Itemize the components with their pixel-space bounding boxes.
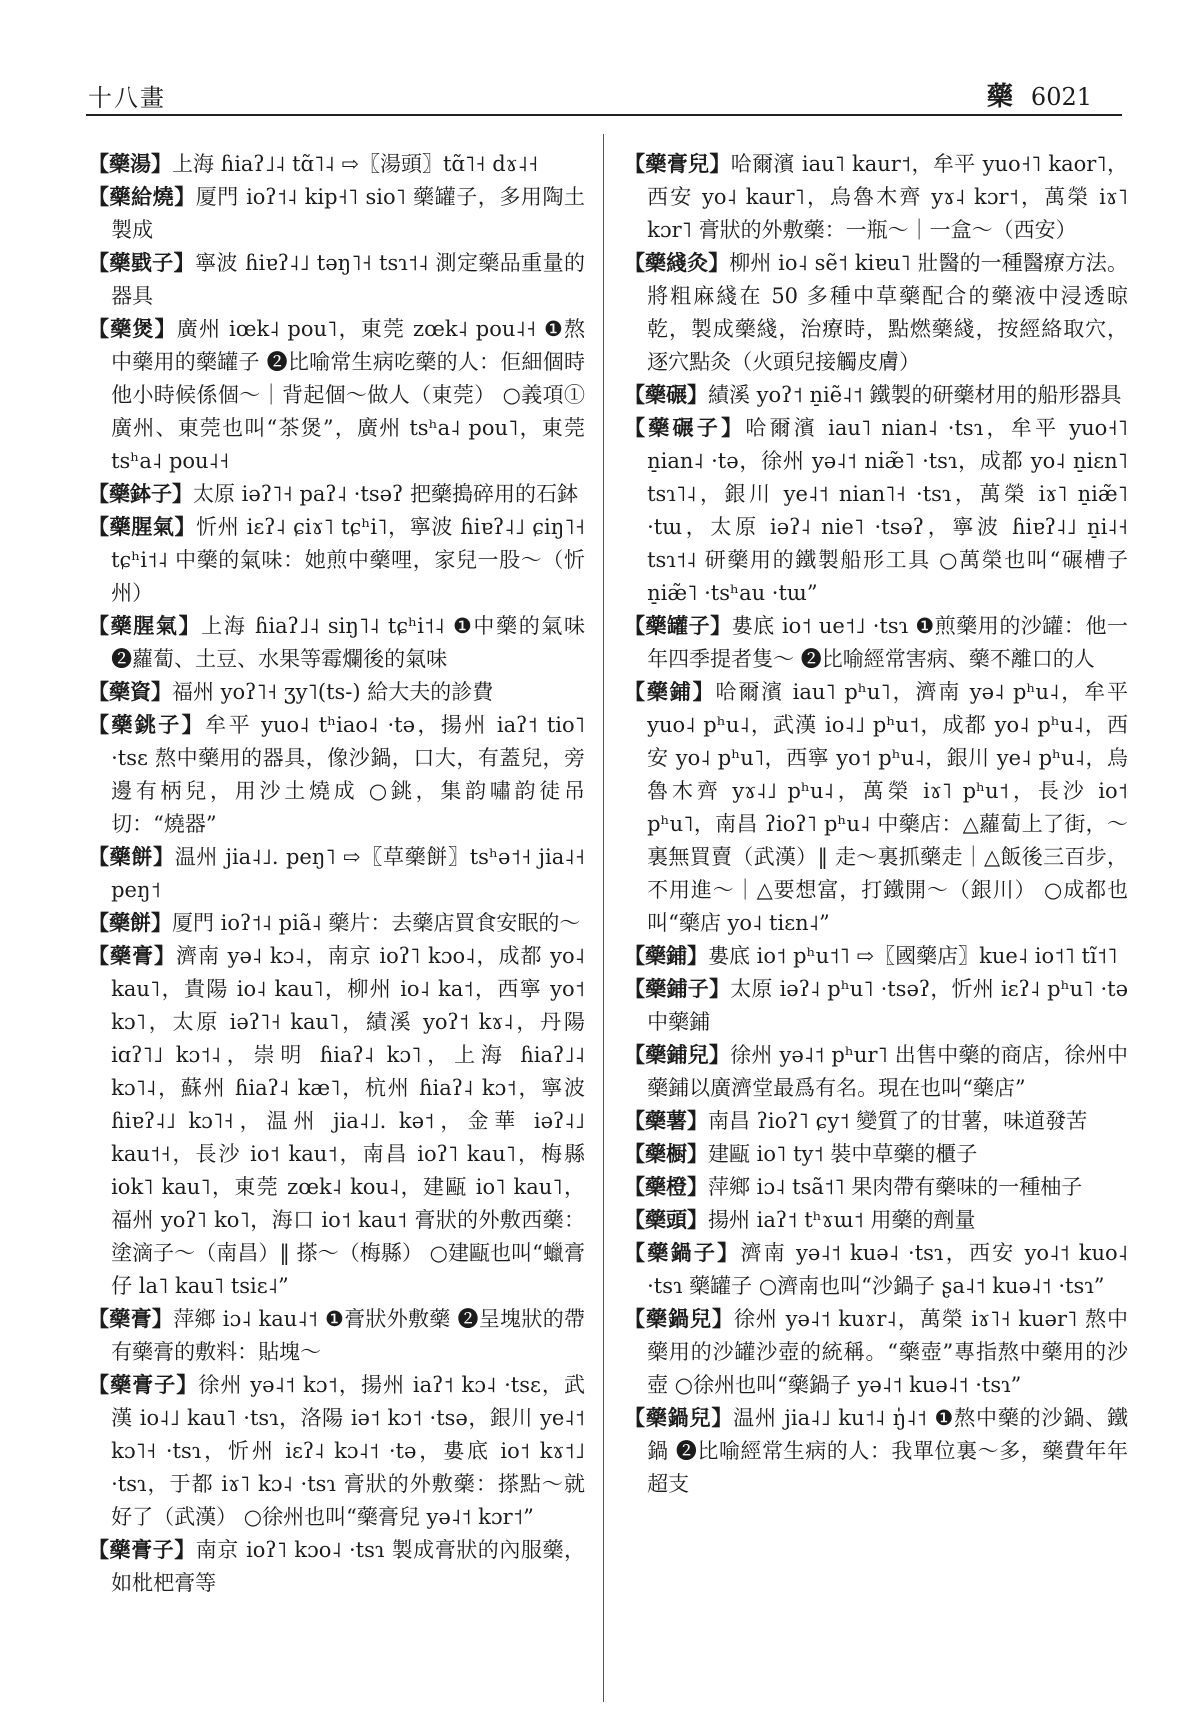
entry-headword: 【藥罐子】 [624,614,732,638]
dictionary-entry [88,610,585,676]
dictionary-entry [88,907,585,940]
entry-text: 婁底 io˦ ue˦˩ ·tsɿ ❶煎藥用的沙罐：他一年四季提者隻～ ❷比喻經常害病、藥不離口的人 [647,614,1128,671]
entry-headword: 【藥碾】 [624,383,708,407]
dictionary-entry [624,1039,1128,1105]
dictionary-entry [624,379,1128,412]
dictionary-entry [88,148,585,181]
entry-headword: 【藥鋪】 [624,680,716,704]
entry-headword: 【藥餅】 [88,845,175,869]
header-rule [86,114,1122,116]
dictionary-entry [88,940,585,1303]
entry-text: 徐州 yə˨˦ kuɤr˨，萬榮 iɤ˥˧ kuər˥ 熬中藥用的沙罐沙壺的統稱。“藥壺”專指熬中藥用的沙壺 ○徐州也叫“藥鍋子 yə˨˦ kuə˨˦ ·tsɿ” [647,1307,1128,1397]
dictionary-entry [624,610,1128,676]
entry-text: 太原 iəʔ˥˧ paʔ˨ ·tsəʔ 把藥搗碎用的石鉢 [193,482,578,506]
dictionary-entry [624,1303,1128,1402]
running-head-character: 藥 [986,82,1013,112]
entry-text: 厦門 ioʔ˦˨ kip˧˥ sio˥ 藥罐子，多用陶土製成 [111,185,586,242]
dictionary-entry [624,1138,1128,1171]
entry-text: 萍鄉 iɔ˨ kau˨˦ ❶膏狀外敷藥 ❷呈塊狀的帶有藥膏的敷料：貼塊～ [111,1307,586,1364]
dictionary-entry [624,247,1128,379]
entry-headword: 【藥膏子】 [88,1538,196,1562]
entry-text: 揚州 iaʔ˦ tʰɤɯ˦ 用藥的劑量 [708,1208,976,1232]
entry-text: 上海 ɦiaʔ˩˨ tɑ̃˥˨ ⇨〖湯頭〗tɑ̃˥˧ dɤ˨˧ [172,152,539,176]
entry-text: 婁底 io˦ pʰu˦˥ ⇨〖國藥店〗kue˨ io˦˥ tĩ˦˥ [708,944,1118,968]
entry-text: 寧波 ɦiɐʔ˨˩ təŋ˥˧ tsɿ˦˨ 測定藥品重量的器具 [111,251,586,308]
entry-headword: 【藥銚子】 [88,713,206,737]
dictionary-entry [88,247,585,313]
left-column [88,148,585,1600]
entry-text: 建甌 io˥ ty˦ 裝中草藥的櫃子 [708,1142,978,1166]
column-divider [603,134,604,1702]
entry-text: 哈爾濱 iau˥ pʰu˥，濟南 yə˨ pʰu˨，牟平 yuo˨ pʰu˨，武漢 io˨˩ pʰu˦，成都 yo˨ pʰu˨，西安 yo˨ pʰu˥，西寧 yo˦ pʰu˨，銀川 ye˨ pʰu˨，烏魯木齊 yɤ˨˩ pʰu˨，萬榮 iɤ˥ pʰu˦，長沙 io˦ pʰu˥，南昌 ʔioʔ˥ pʰu˨ 中藥店：△蘿蔔上了街，～裏無買賣（武漢）‖ 走～裏抓藥走｜△飯後三百步，不用進～｜△要想富，打鐵開～（銀川） ○成都也叫“藥店 yo˨ tiɛn˨” [647,680,1128,935]
dictionary-entry [624,676,1128,940]
entry-text: 萍鄉 iɔ˨ tsã˦˥ 果肉帶有藥味的一種柚子 [708,1175,1083,1199]
dictionary-entry [624,1237,1128,1303]
entry-headword: 【藥鋪子】 [624,977,731,1001]
entry-text: 南京 ioʔ˥ kɔo˨ ·tsɿ 製成膏狀的內服藥，如枇杷膏等 [111,1538,585,1595]
entry-headword: 【藥綫灸】 [624,251,730,275]
entry-text: 厦門 ioʔ˦˨ piã˨ 藥片：去藥店買食安眠的～ [172,911,581,935]
entry-headword: 【藥碾子】 [624,416,746,440]
entry-headword: 【藥資】 [88,680,172,704]
entry-headword: 【藥煲】 [88,317,177,341]
entry-headword: 【藥鉢子】 [88,482,193,506]
entry-headword: 【藥鋪兒】 [624,1043,731,1067]
dictionary-entry [624,1105,1128,1138]
dictionary-entry [88,478,585,511]
entry-text: 徐州 yə˨˦ pʰur˥ 出售中藥的商店，徐州中藥鋪以廣濟堂最爲有名。現在也叫“藥店” [647,1043,1129,1100]
dictionary-entry [88,676,585,709]
entry-headword: 【藥膏子】 [88,1373,199,1397]
entry-headword: 【藥膏】 [88,944,176,968]
entry-headword: 【藥餅】 [88,911,172,935]
dictionary-entry [624,973,1128,1039]
entry-headword: 【藥橱】 [624,1142,708,1166]
entry-headword: 【藥薯】 [624,1109,708,1133]
entry-headword: 【藥鋪】 [624,944,708,968]
entry-text: 柳州 io˨ sẽ˦ kiɐu˥ 壯醫的一種醫療方法。將粗麻綫在 50 多種中草藥配合的藥液中浸透晾乾，製成藥綫，治療時，點燃藥綫，按經絡取穴，逐穴點灸（火頭兒接觸皮膚） [647,251,1128,374]
entry-headword: 【藥頭】 [624,1208,708,1232]
entry-text: 太原 iəʔ˨ pʰu˥ ·tsəʔ，忻州 iɛʔ˨ pʰu˥ ·tə 中藥鋪 [647,977,1128,1034]
entry-headword: 【藥戥子】 [88,251,196,275]
entry-text: 温州 jia˨˩. peŋ˥ ⇨〖草藥餅〗tsʰə˦˧ jia˨˧ peŋ˦ [111,845,585,902]
dictionary-entry [88,511,585,610]
dictionary-entry [88,709,585,841]
dictionary-entry [624,412,1128,610]
dictionary-entry [88,1303,585,1369]
entry-headword: 【藥膏】 [88,1307,174,1331]
entry-text: 徐州 yə˨˦ kɔ˦，揚州 iaʔ˦ kɔ˨ ·tsɛ，武漢 io˨˩ kau˥ ·tsɿ，洛陽 iə˦ kɔ˦ ·tsə，銀川 ye˨˦ kɔ˥˧ ·tsɿ，忻州 iɛʔ˨ kɔ˨˦ ·tə，婁底 io˦ kɤ˦˩ ·tsɿ，于都 iɤ˥ kɔ˨ ·tsɿ 膏狀的外敷藥：搽點～就好了（武漢） ○徐州也叫“藥膏兒 yə˨˦ kɔr˦” [111,1373,585,1529]
entry-headword: 【藥腥氣】 [88,515,197,539]
dictionary-entry [88,181,585,247]
dictionary-entry [88,841,585,907]
entry-text: 濟南 yə˨ kɔ˨，南京 ioʔ˥ kɔo˨，成都 yo˨ kau˥，貴陽 io˨ kau˥，柳州 io˨ ka˦，西寧 yo˦ kɔ˥，太原 iəʔ˥˧ kau˥，績溪 yoʔ˦ kɤ˨，丹陽 iɑʔ˥˩ kɔ˦˨，崇明 ɦiaʔ˨ kɔ˥，上海 ɦiaʔ˩˨ kɔ˥˨，蘇州 ɦiaʔ˨ kæ˥，杭州 ɦiaʔ˨ kɔ˦，寧波 ɦiɐʔ˨˩ kɔ˥˧，温州 jia˨˩. kə˦，金華 iəʔ˨˩ kau˦˧，長沙 io˦ kau˦，南昌 ioʔ˥ kau˥，梅縣 iok˥ kau˥，東莞 zœk˨ kou˨，建甌 io˥ kau˥，福州 yoʔ˥ ko˥，海口 io˦ kau˦ 膏狀的外敷西藥：塗滴子～（南昌）‖ 搽～（梅縣） ○建甌也叫“蠟膏仔 la˥ kau˥ tsiɛ˨” [111,944,585,1298]
running-head-section: 十八畫 [88,84,166,112]
page-number: 6021 [1030,83,1092,111]
entry-text: 福州 yoʔ˥˧ ʒy˥(ts-) 給大夫的診費 [172,680,494,704]
entry-text: 廣州 iœk˨ pou˥，東莞 zœk˨ pou˨˧ ❶熬中藥用的藥罐子 ❷比喻常生病吃藥的人：佢細個時他小時候係個～｜背起個～做人（東莞） ○義項①廣州、東莞也叫“茶煲”，廣州 tsʰa˨ pou˥，東莞 tsʰa˨ pou˨˧ [111,317,586,473]
dictionary-entry [624,1171,1128,1204]
dictionary-entry [88,1534,585,1600]
entry-text: 濟南 yə˨˦ kuə˨ ·tsɿ，西安 yo˨˦ kuo˨ ·tsɿ 藥罐子 ○濟南也叫“沙鍋子 ʂa˨˦ kuə˨˦ ·tsɿ” [647,1241,1129,1298]
entry-headword: 【藥橙】 [624,1175,708,1199]
entry-headword: 【藥鍋子】 [624,1241,741,1265]
entry-headword: 【藥腥氣】 [88,614,202,638]
entry-headword: 【藥鍋兒】 [624,1406,734,1430]
entry-text: 忻州 iɛʔ˨ ɕiɤ˥ tɕʰi˥，寧波 ɦiɐʔ˨˩ ɕiŋ˥˧ tɕʰi˦˨ 中藥的氣味：她煎中藥哩，家兒一股～（忻州） [111,515,586,605]
right-column [624,148,1128,1501]
entry-text: 哈爾濱 iau˥ nian˨ ·tsɿ，牟平 yuo˧˥ n̠ian˨ ·tə，徐州 yə˨˦ niæ̃˥ ·tsɿ，成都 yo˨ n̠iɛn˥ tsɿ˥˨，銀川 ye˨˦ nian˥˧ ·tsɿ，萬榮 iɤ˥ n̠iæ̃˥ ·tɯ，太原 iəʔ˨ nie˥ ·tsəʔ，寧波 ɦiɐʔ˨˩ n̠i˨˧ tsɿ˦˨ 研藥用的鐵製船形工具 ○萬榮也叫“碾槽子 n̠iæ̃˥ ·tsʰau ·tɯ” [647,416,1128,605]
dictionary-entry [624,1204,1128,1237]
dictionary-entry [624,1402,1128,1501]
entry-text: 績溪 yoʔ˦ n̠iẽ˨˦ 鐵製的研藥材用的船形器具 [708,383,1122,407]
entry-text: 南昌 ʔioʔ˥ ɕy˦ 變質了的甘薯，味道發苦 [708,1109,1088,1133]
running-head-right [987,76,1092,113]
entry-headword: 【藥湯】 [88,152,172,176]
entry-text: 牟平 yuo˨ tʰiao˨ ·tə，揚州 iaʔ˦ tio˥ ·tsɛ 熬中藥用的器具，像沙鍋，口大，有蓋兒，旁邊有柄兒，用沙土燒成 ○銚，集韵嘯韵徒吊切：“燒器” [111,713,586,836]
dictionary-entry [88,1369,585,1534]
entry-text: 温州 jia˨˩ ku˦˨ ŋ̍˨˦ ❶熬中藥的沙鍋、鐵鍋 ❷比喻經常生病的人：我單位裏～多，藥費年年超支 [647,1406,1128,1496]
dictionary-entry [88,313,585,478]
entry-text: 上海 ɦiaʔ˩˨ siŋ˥˨ tɕʰi˦˨ ❶中藥的氣味 ❷蘿蔔、土豆、水果等霉爛後的氣味 [111,614,585,671]
entry-text: 哈爾濱 iau˥ kaur˦，牟平 yuo˧˥ kaor˥，西安 yo˨ kaur˥，烏魯木齊 yɤ˨ kɔr˦，萬榮 iɤ˥ kɔr˥ 膏狀的外敷藥：一瓶～｜一盒～（西安） [647,152,1129,242]
dictionary-entry [624,148,1128,247]
entry-headword: 【藥膏兒】 [624,152,731,176]
entry-headword: 【藥鍋兒】 [624,1307,734,1331]
entry-headword: 【藥給燒】 [88,185,196,209]
dictionary-entry [624,940,1128,973]
